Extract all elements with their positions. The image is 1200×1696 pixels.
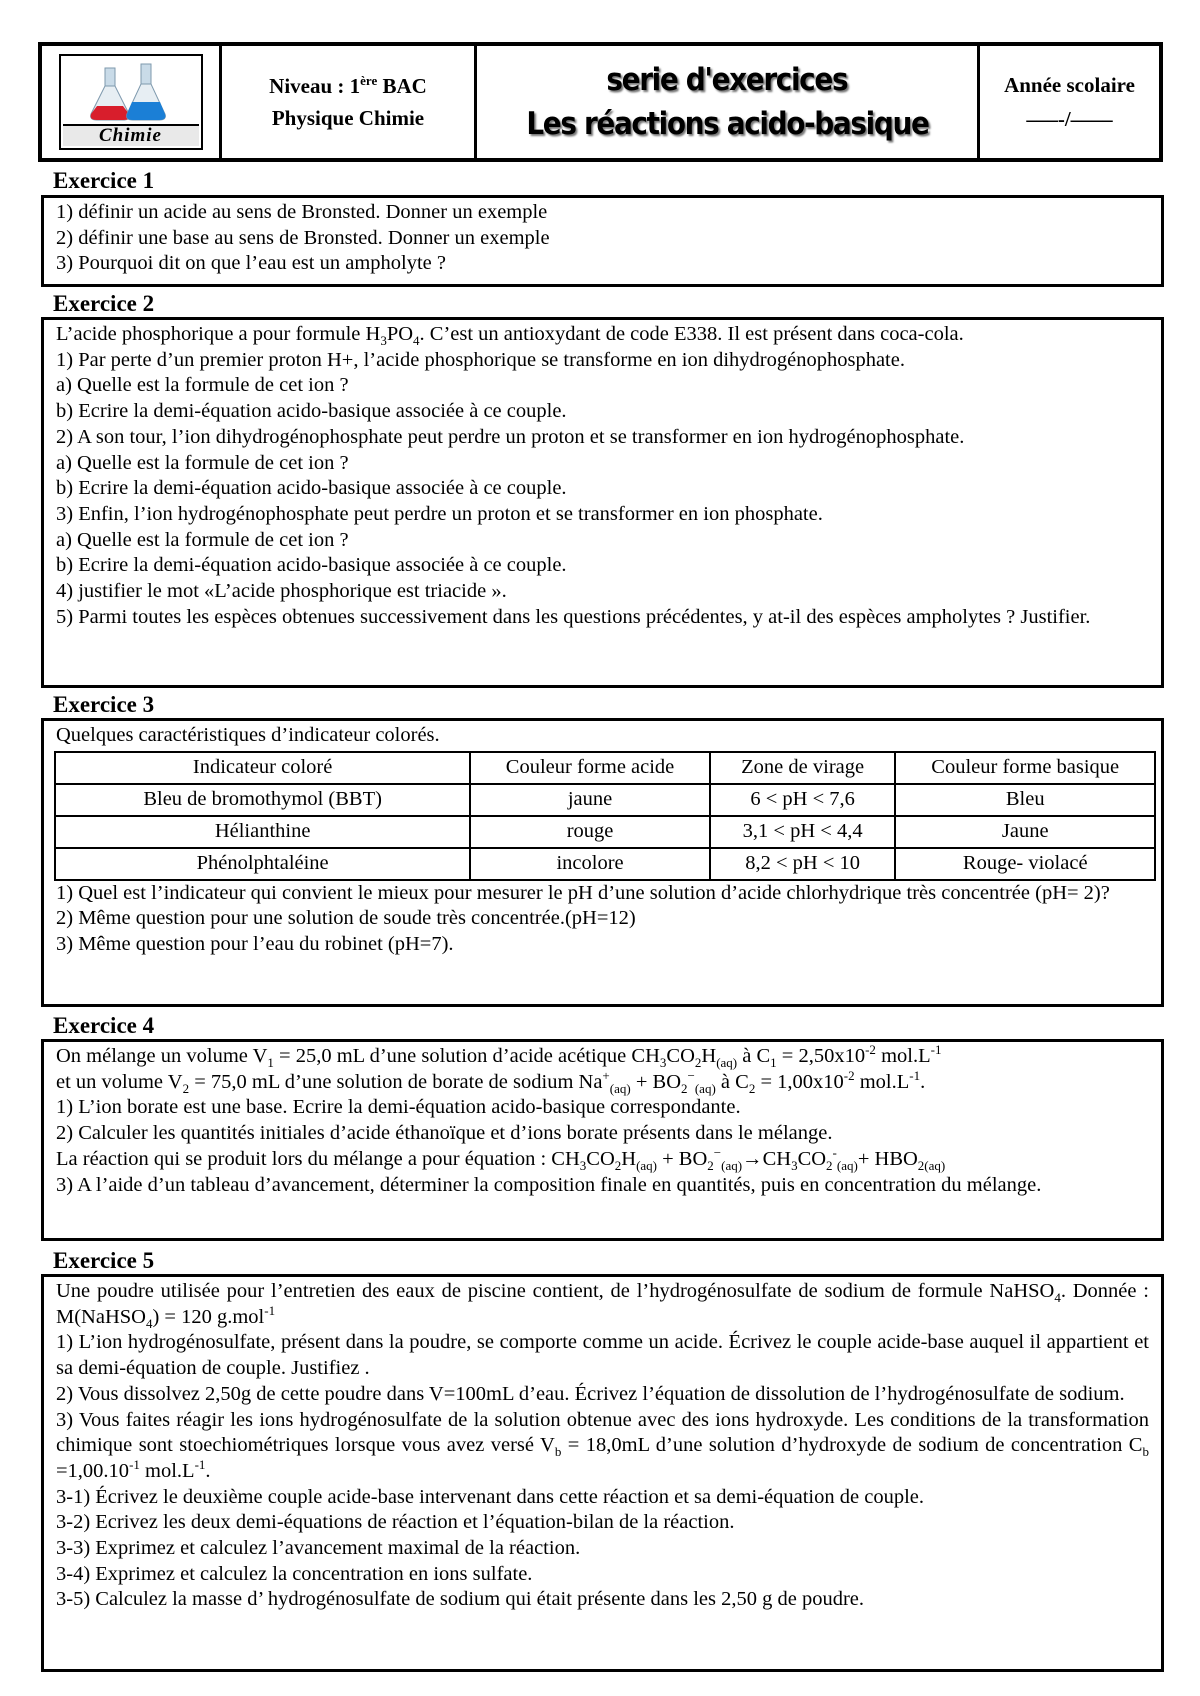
logo-cell [42,46,222,158]
table-cell: 3,1 < pH < 4,4 [710,816,896,848]
ex4-equation: La réaction qui se produit lors du mélange a pour équation : $CH_3CO_2H_{(aq)} + BO_2^-_{(aq)}\to CH_3CO_2^-_{(aq)}+ HBO_{2(aq)}$ [56,1144,946,1173]
table-cell: 6 < pH < 7,6 [710,784,896,816]
ex4-line-1: On mélange un volume $V_1 = 25,0$ mL d’une solution d’acide acétique $CH_3CO_2H_{(aq)}$ à $C_1 = 2,50x10^{-2}$ $mol.L^{-1}$ [56,1042,942,1071]
exercise-4-box [41,1039,1164,1241]
ex3-question-2: 2) Même question pour une solution de soude très concentrée.(pH=12) [56,907,636,930]
ex4-line-2: et un volume $V_2 = 75,0$ mL d’une solution de borate de sodium $Na^+_{(aq)} + BO_2^-_{(aq)}$ à $C_2 = 1,00x10^{-2}$ $mol.L^{-1}$. [56,1067,926,1096]
ex2-line-10: 4) justifier le mot «L’acide phosphorique est triacide ». [56,580,507,603]
level-cell [222,46,477,158]
subject-text: Physique Chimie [271,106,425,130]
ex5-question-3: 3) Vous faites réagir les ions hydrogénosulfate de la solution obtenue avec des ions hydroxyde. Les conditions de la transformation chimique sont stoechiométriques lorsque vous avez versé $V_b = 18,0mL$ d’une solution d’hydroxyde de sodium de concentration $C_b =1,00.10^{-1}$ $mol.L^{-1}$. [56,1408,1149,1482]
table-header-cell: Indicateur coloré [55,752,470,784]
exercise-2-box [41,317,1164,688]
ex5-question-1: 1) L’ion hydrogénosulfate, présent dans la poudre, se comporte comme un acide. Écrivez le couple acide-base auquel il appartient et sa demi-équation de couple. Justifiez . [56,1331,1149,1380]
year-label: Année scolaire [1004,73,1135,97]
ex3-question-3: 3) Même question pour l’eau du robinet (pH=7). [56,933,454,956]
ex2-line-9: b) Ecrire la demi-équation acido-basique associée à ce couple. [56,554,567,577]
exercise-1-title: Exercice 1 [53,168,155,193]
exercise-4-title: Exercice 4 [53,1013,155,1038]
table-cell: Hélianthine [55,816,470,848]
ex2-line-1: 1) Par perte d’un premier proton H+, l’acide phosphorique se transforme en ion dihydrogénophosphate. [56,348,905,371]
table-cell: Phénolphtaléine [55,848,470,880]
logo-label: Chimie [63,124,199,146]
ex2-line-2: a) Quelle est la formule de cet ion ? [56,374,349,397]
ex5-question-3-4: 3-4) Exprimez et calculez la concentration en ions sulfate. [56,1562,533,1585]
table-cell: incolore [470,848,710,880]
flask-icon [61,56,201,128]
document-header [38,42,1163,162]
chimie-logo [59,54,203,150]
ex4-question-2: 2) Calculer les quantités initiales d’acide éthanoïque et d’ions borate présents dans le mélange. [56,1122,833,1145]
ex5-question-3-2: 3-2) Ecrivez les deux demi-équations de réaction et l’équation-bilan de la réaction. [56,1511,735,1534]
ex2-line-3: b) Ecrire la demi-équation acido-basique associée à ce couple. [56,400,567,423]
ex5-question-3-3: 3-3) Exprimez et calculez l’avancement maximal de la réaction. [56,1537,581,1560]
exercise-5-box [41,1274,1164,1672]
table-header-cell: Couleur forme basique [895,752,1155,784]
ex2-line-8: a) Quelle est la formule de cet ion ? [56,528,349,551]
table-cell: Rouge- violacé [895,848,1155,880]
table-cell: 8,2 < pH < 10 [710,848,896,880]
exercise-3-title: Exercice 3 [53,692,155,717]
table-row [55,816,1155,848]
ex1-question-3: 3) Pourquoi dit on que l’eau est un ampholyte ? [56,252,446,275]
ex2-line-4: 2) A son tour, l’ion dihydrogénophosphate peut perdre un proton et se transformer en ion hydrogénophosphate. [56,425,965,448]
series-title: serie d'exercices [606,62,848,98]
lesson-title: Les réactions acido-basique [525,106,929,142]
ex2-line-7: 3) Enfin, l’ion hydrogénophosphate peut perdre un proton et se transformer en ion phosphate. [56,502,823,525]
exercise-1-box [41,195,1164,287]
table-cell: rouge [470,816,710,848]
table-cell: Bleu [895,784,1155,816]
ex5-intro: Une poudre utilisée pour l’entretien des eaux de piscine contient, de l’hydrogénosulfate de sodium de formule NaHSO$_4$. Donnée : M(NaHSO$_4$) = 120 g.mol$^{-1}$ [56,1280,1149,1331]
table-row [55,848,1155,880]
ex2-intro: L’acide phosphorique a pour formule $H_3PO_4$. C’est un antioxydant de code E338. Il est présent dans coca-cola. [56,323,964,349]
ex4-question-1: 1) L’ion borate est une base. Ecrire la demi-équation acido-basique correspondante. [56,1096,741,1119]
level-text: Niveau : 1ère BAC [269,73,427,98]
table-cell: Bleu de bromothymol (BBT) [55,784,470,816]
table-header-cell: Zone de virage [710,752,896,784]
table-header-row [55,752,1155,784]
ex1-question-2: 2) définir une base au sens de Bronsted. Donner un exemple [56,226,550,249]
ex4-question-3: 3) A l’aide d’un tableau d’avancement, déterminer la composition finale en quantités, puis en concentration du mélange. [56,1173,1042,1196]
exercise-3-box [41,718,1164,1007]
ex5-question-3-1: 3-1) Écrivez le deuxième couple acide-base intervenant dans cette réaction et sa demi-équation de couple. [56,1485,924,1508]
title-cell [477,46,980,158]
table-cell: jaune [470,784,710,816]
indicator-table [54,751,1156,881]
ex2-line-11: 5) Parmi toutes les espèces obtenues successivement dans les questions précédentes, y at-il des espèces ampholytes ? Justifier. [56,605,1091,628]
ex2-line-6: b) Ecrire la demi-équation acido-basique associée à ce couple. [56,477,567,500]
ex5-question-3-5: 3-5) Calculez la masse d’ hydrogénosulfate de sodium qui était présente dans les 2,50 g de poudre. [56,1588,864,1611]
year-cell [980,46,1159,158]
ex3-question-1: 1) Quel est l’indicateur qui convient le mieux pour mesurer le pH d’une solution d’acide chlorhydrique très concentrée (pH= 2)? [56,881,1110,904]
table-cell: Jaune [895,816,1155,848]
table-header-cell: Couleur forme acide [470,752,710,784]
ex1-question-1: 1) définir un acide au sens de Bronsted. Donner un exemple [56,201,548,223]
table-row [55,784,1155,816]
exercise-5-title: Exercice 5 [53,1248,155,1273]
ex5-question-2: 2) Vous dissolvez 2,50g de cette poudre dans V=100mL d’eau. Écrivez l’équation de dissolution de l’hydrogénosulfate de sodium. [56,1382,1125,1405]
ex3-intro: Quelques caractéristiques d’indicateur colorés. [56,724,440,746]
exercise-2-title: Exercice 2 [53,291,155,316]
year-value: –––-/–––– [1026,107,1113,131]
ex2-line-5: a) Quelle est la formule de cet ion ? [56,451,349,474]
